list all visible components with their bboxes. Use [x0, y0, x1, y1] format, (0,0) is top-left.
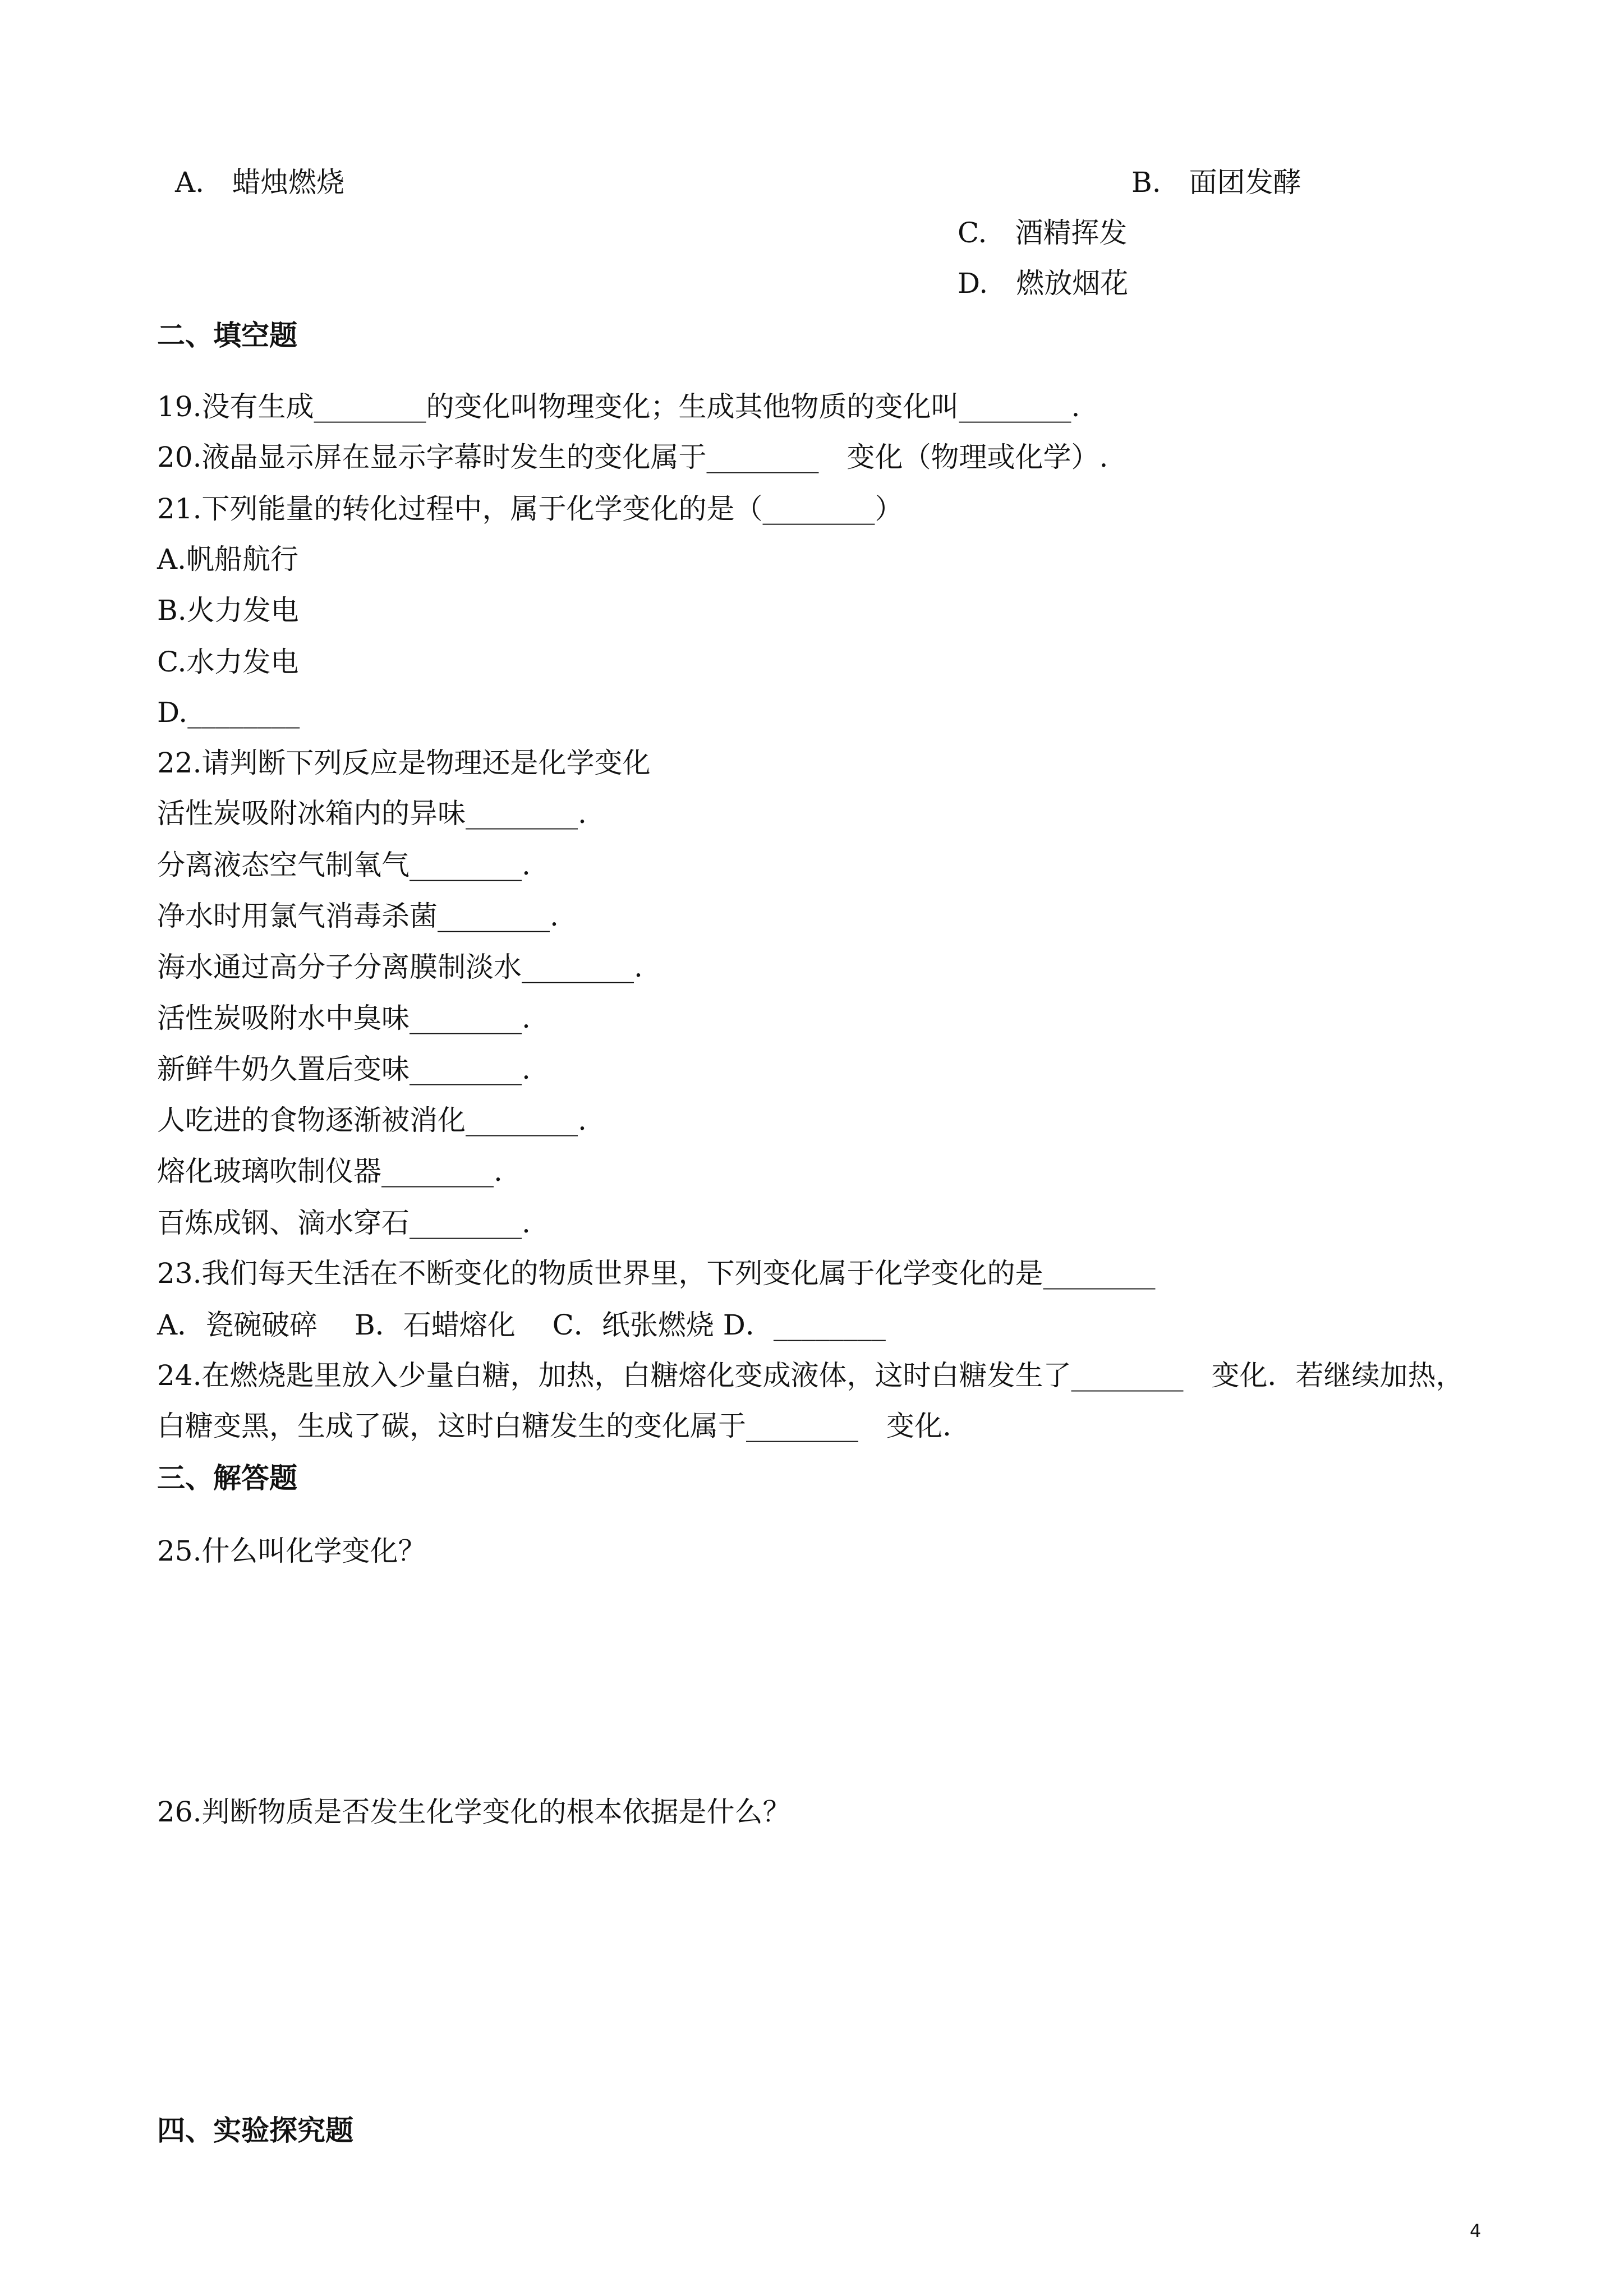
question-26: 26.判断物质是否发生化学变化的根本依据是什么？: [157, 1796, 791, 1828]
q18-option-d: D. 燃放烟花: [958, 267, 1129, 300]
question-21-option-d: D.________: [157, 696, 300, 729]
question-19: 19.没有生成________的变化叫物理变化；生成其他物质的变化叫________.: [157, 390, 1080, 423]
question-24-line1: 24.在燃烧匙里放入少量白糖，加热，白糖熔化变成液体，这时白糖发生了________ 变化．若继续加热，: [157, 1359, 1464, 1392]
question-21-option-c: C.水力发电: [157, 646, 299, 678]
q18-option-b: B. 面团发酵: [1131, 166, 1301, 199]
question-25: 25.什么叫化学变化？: [157, 1535, 426, 1567]
question-22-item: 百炼成钢、滴水穿石________.: [157, 1207, 531, 1239]
question-24-line2: 白糖变黑，生成了碳，这时白糖发生的变化属于________ 变化.: [157, 1410, 951, 1442]
section-title-fill-in: 二、填空题: [157, 319, 297, 352]
question-21-option-b: B.火力发电: [157, 594, 299, 627]
question-22-item: 海水通过高分子分离膜制淡水________.: [157, 951, 643, 983]
question-22-item: 新鲜牛奶久置后变味________.: [157, 1053, 531, 1085]
section-title-experiment: 四、实验探究题: [157, 2114, 353, 2147]
question-22-stem: 22.请判断下列反应是物理还是化学变化: [157, 747, 651, 779]
question-21-option-a: A.帆船航行: [157, 543, 299, 576]
q18-option-c: C. 酒精挥发: [958, 217, 1128, 249]
q18-option-a: A. 蜡烛燃烧: [175, 166, 345, 199]
question-23-options: A．瓷碗破碎 B．石蜡熔化 C．纸张燃烧 D．________: [157, 1309, 886, 1341]
question-21-stem: 21.下列能量的转化过程中，属于化学变化的是（________）: [157, 493, 903, 525]
question-22-item: 分离液态空气制氧气________.: [157, 849, 531, 881]
section-title-answer: 三、解答题: [157, 1461, 297, 1494]
page-number: 4: [1470, 2220, 1482, 2242]
question-20: 20.液晶显示屏在显示字幕时发生的变化属于________ 变化（物理或化学）.: [157, 441, 1108, 473]
question-23-stem: 23.我们每天生活在不断变化的物质世界里，下列变化属于化学变化的是________: [157, 1257, 1156, 1290]
question-22-item: 熔化玻璃吹制仪器________.: [157, 1155, 503, 1188]
question-22-item: 活性炭吸附水中臭味________.: [157, 1002, 531, 1034]
question-22-item: 人吃进的食物逐渐被消化________.: [157, 1104, 587, 1137]
question-22-item: 活性炭吸附冰箱内的异味________.: [157, 797, 587, 830]
question-22-item: 净水时用氯气消毒杀菌________.: [157, 900, 559, 932]
